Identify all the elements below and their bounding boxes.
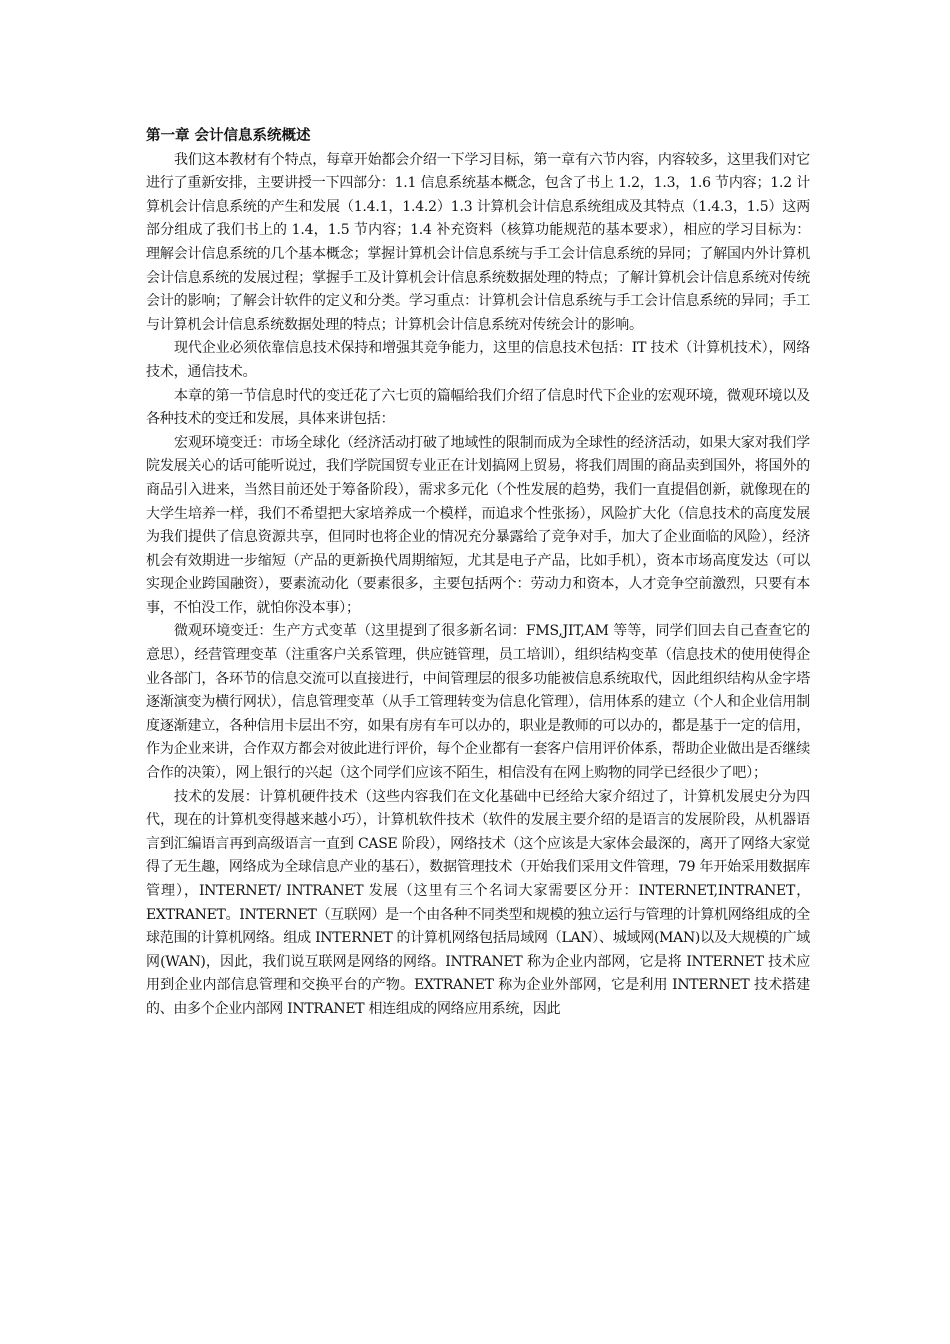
paragraph-it-tech: 现代企业必须依靠信息技术保持和增强其竞争能力，这里的信息技术包括：IT 技术（计算机技术），网络技术，通信技术。	[146, 340, 810, 380]
paragraph-technology: 技术的发展：计算机硬件技术（这些内容我们在文化基础中已经给大家介绍过了，计算机发展史分为四代，现在的计算机变得越来越小巧），计算机软件技术（软件的发展主要介绍的是语言的发展阶段，从机器语言到汇编语言再到高级语言一直到 CASE 阶段），网络技术（这个应该是大家体会最深的，离开了网络大家觉得了无生趣，网络成为全球信息产业的基石），数据管理技术（开始我们采用文件管理，79 年开始采用数据库管理），INTERNET/ INTRANET 发展（这里有三个名词大家需要区分开：INTERNET,INTRANET，EXTRANET。INTERNET（互联网）是一个由各种不同类型和规模的独立运行与管理的计算机网络组成的全球范围的计算机网络。组成 INTERNET 的计算机网络包括局域网（LAN）、城域网(MAN)以及大规模的广域网(WAN)，因此，我们说互联网是网络的网络。INTRANET 称为企业内部网，它是将 INTERNET 技术应用到企业内部信息管理和交换平台的产物。EXTRANET 称为企业外部网，它是利用 INTERNET 技术搭建的、由多个企业内部网 INTRANET 相连组成的网络应用系统，因此	[146, 788, 810, 1017]
paragraph-macro-environment: 宏观环境变迁：市场全球化（经济活动打破了地域性的限制而成为全球性的经济活动，如果大家对我们学院发展关心的话可能听说过，我们学院国贸专业正在计划搞网上贸易，将我们周围的商品卖到国外，将国外的商品引入进来，当然目前还处于筹备阶段），需求多元化（个性发展的趋势，我们一直提倡创新，就像现在的大学生培养一样，我们不希望把大家培养成一个模样，而追求个性张扬），风险扩大化（信息技术的高度发展为我们提供了信息资源共享，但同时也将企业的情况充分暴露给了竞争对手，加大了企业面临的风险），经济机会有效期进一步缩短（产品的更新换代周期缩短，尤其是电子产品，比如手机），资本市场高度发达（可以实现企业跨国融资），要素流动化（要素很多，主要包括两个：劳动力和资本，人才竞争空前激烈，只要有本事，不怕没工作，就怕你没本事）；	[146, 434, 810, 616]
document-page	[146, 125, 810, 1022]
chapter-title: 第一章 会计信息系统概述	[146, 128, 311, 144]
paragraph-micro-environment: 微观环境变迁：生产方式变革（这里提到了很多新名词：FMS,JIT,AM 等等，同学们回去自己查查它的意思），经营管理变革（注重客户关系管理，供应链管理，员工培训），组织结构变革（信息技术的使用使得企业各部门，各环节的信息交流可以直接进行，中间管理层的很多功能被信息系统取代，因此组织结构从金字塔逐渐演变为横行网状），信息管理变革（从手工管理转变为信息化管理），信用体系的建立（个人和企业信用制度逐渐建立，各种信用卡层出不穷，如果有房有车可以办的，职业是教师的可以办的，都是基于一定的信用，作为企业来讲，合作双方都会对彼此进行评价，每个企业都有一套客户信用评价体系，帮助企业做出是否继续合作的决策），网上银行的兴起（这个同学们应该不陌生，相信没有在网上购物的同学已经很少了吧）；	[146, 623, 810, 782]
paragraph-intro: 我们这本教材有个特点，每章开始都会介绍一下学习目标，第一章有六节内容，内容较多，这里我们对它进行了重新安排，主要讲授一下四部分：1.1 信息系统基本概念，包含了书上 1.2，1.3，1.6 节内容；1.2 计算机会计信息系统的产生和发展（1.4.1，1.4.2）1.3 计算机会计信息系统组成及其特点（1.4.3，1.5）这两部分组成了我们书上的 1.4，1.5 节内容；1.4 补充资料（核算功能规范的基本要求），相应的学习目标为：理解会计信息系统的几个基本概念；掌握计算机会计信息系统与手工会计信息系统的异同；了解国内外计算机会计信息系统的发展过程；掌握手工及计算机会计信息系统数据处理的特点；了解计算机会计信息系统对传统会计的影响；了解会计软件的定义和分类。学习重点：计算机会计信息系统与手工会计信息系统的异同；手工与计算机会计信息系统数据处理的特点；计算机会计信息系统对传统会计的影响。	[146, 151, 810, 333]
paragraph-section-one: 本章的第一节信息时代的变迁花了六七页的篇幅给我们介绍了信息时代下企业的宏观环境，微观环境以及各种技术的变迁和发展，具体来讲包括：	[146, 387, 810, 428]
